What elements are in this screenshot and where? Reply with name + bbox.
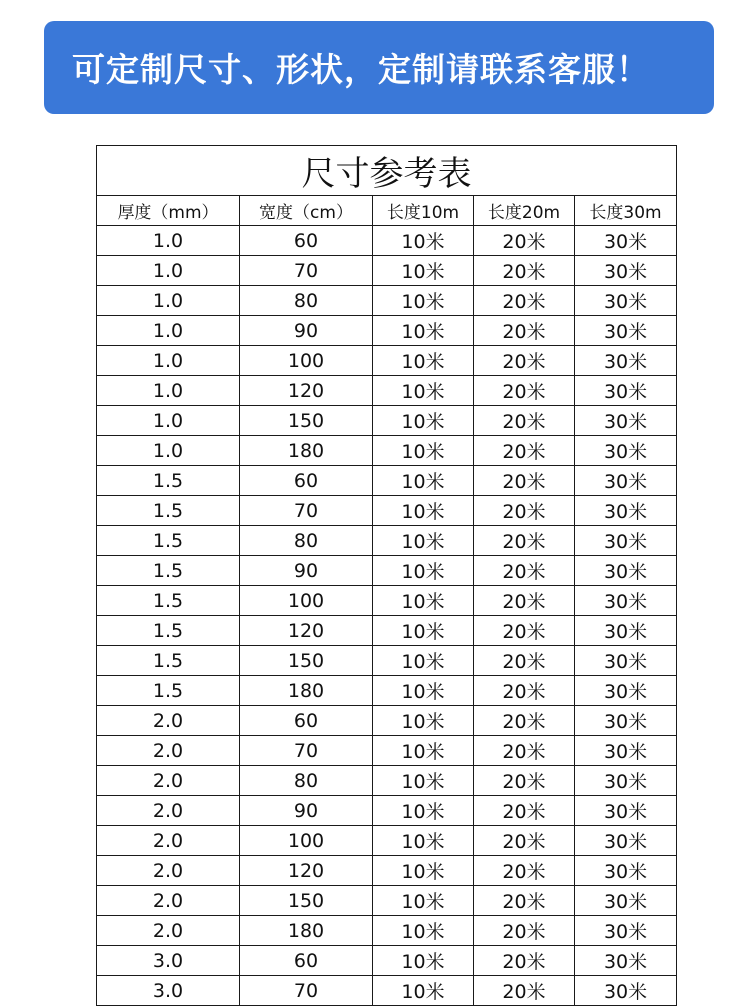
cell-thickness: 3.0 [97, 946, 240, 976]
cell-width: 120 [240, 856, 373, 886]
cell-width: 180 [240, 436, 373, 466]
cell-length-20m: 20米 [474, 586, 575, 616]
cell-length-20m: 20米 [474, 886, 575, 916]
cell-thickness: 1.5 [97, 616, 240, 646]
cell-length-10m: 10米 [373, 436, 474, 466]
cell-length-20m: 20米 [474, 976, 575, 1006]
cell-thickness: 2.0 [97, 826, 240, 856]
header-length-20m: 长度20m [474, 196, 575, 226]
cell-length-30m: 30米 [575, 676, 677, 706]
cell-width: 60 [240, 946, 373, 976]
cell-length-30m: 30米 [575, 286, 677, 316]
table-row [97, 406, 677, 436]
cell-width: 180 [240, 676, 373, 706]
cell-thickness: 2.0 [97, 736, 240, 766]
cell-thickness: 1.0 [97, 256, 240, 286]
cell-thickness: 1.0 [97, 346, 240, 376]
cell-width: 90 [240, 796, 373, 826]
cell-width: 120 [240, 376, 373, 406]
cell-thickness: 1.0 [97, 226, 240, 256]
cell-length-30m: 30米 [575, 826, 677, 856]
header-length-30m: 长度30m [575, 196, 677, 226]
cell-thickness: 3.0 [97, 976, 240, 1006]
cell-length-10m: 10米 [373, 856, 474, 886]
cell-length-20m: 20米 [474, 856, 575, 886]
cell-length-30m: 30米 [575, 466, 677, 496]
cell-length-30m: 30米 [575, 706, 677, 736]
cell-length-20m: 20米 [474, 376, 575, 406]
cell-length-20m: 20米 [474, 676, 575, 706]
cell-width: 60 [240, 466, 373, 496]
cell-length-30m: 30米 [575, 406, 677, 436]
cell-thickness: 1.0 [97, 376, 240, 406]
cell-length-20m: 20米 [474, 946, 575, 976]
cell-length-10m: 10米 [373, 976, 474, 1006]
table-title: 尺寸参考表 [97, 146, 677, 196]
cell-length-10m: 10米 [373, 376, 474, 406]
cell-length-20m: 20米 [474, 736, 575, 766]
cell-length-30m: 30米 [575, 346, 677, 376]
cell-length-30m: 30米 [575, 766, 677, 796]
cell-thickness: 1.5 [97, 676, 240, 706]
cell-length-20m: 20米 [474, 526, 575, 556]
cell-length-20m: 20米 [474, 226, 575, 256]
cell-length-10m: 10米 [373, 736, 474, 766]
cell-length-10m: 10米 [373, 706, 474, 736]
cell-length-30m: 30米 [575, 496, 677, 526]
table-row [97, 856, 677, 886]
cell-width: 70 [240, 736, 373, 766]
cell-length-10m: 10米 [373, 886, 474, 916]
cell-length-30m: 30米 [575, 256, 677, 286]
cell-length-20m: 20米 [474, 256, 575, 286]
table-row [97, 316, 677, 346]
cell-length-20m: 20米 [474, 826, 575, 856]
table-row [97, 946, 677, 976]
cell-length-10m: 10米 [373, 796, 474, 826]
table-row [97, 886, 677, 916]
cell-length-30m: 30米 [575, 616, 677, 646]
cell-length-10m: 10米 [373, 526, 474, 556]
cell-length-30m: 30米 [575, 736, 677, 766]
table-row [97, 346, 677, 376]
cell-length-20m: 20米 [474, 556, 575, 586]
cell-length-10m: 10米 [373, 946, 474, 976]
cell-length-30m: 30米 [575, 436, 677, 466]
table-row [97, 286, 677, 316]
cell-width: 150 [240, 406, 373, 436]
header-thickness: 厚度（mm） [97, 196, 240, 226]
table-row [97, 556, 677, 586]
cell-thickness: 2.0 [97, 856, 240, 886]
cell-length-10m: 10米 [373, 826, 474, 856]
cell-thickness: 2.0 [97, 706, 240, 736]
table-row [97, 376, 677, 406]
table-row [97, 916, 677, 946]
cell-length-20m: 20米 [474, 766, 575, 796]
table-row [97, 646, 677, 676]
cell-width: 90 [240, 316, 373, 346]
cell-length-20m: 20米 [474, 436, 575, 466]
table-row [97, 526, 677, 556]
cell-width: 80 [240, 286, 373, 316]
header-length-10m: 长度10m [373, 196, 474, 226]
cell-width: 100 [240, 346, 373, 376]
cell-width: 180 [240, 916, 373, 946]
cell-length-10m: 10米 [373, 316, 474, 346]
cell-length-30m: 30米 [575, 316, 677, 346]
cell-thickness: 1.5 [97, 526, 240, 556]
cell-length-10m: 10米 [373, 916, 474, 946]
table-row [97, 466, 677, 496]
cell-thickness: 2.0 [97, 796, 240, 826]
cell-length-30m: 30米 [575, 376, 677, 406]
cell-length-30m: 30米 [575, 886, 677, 916]
cell-length-30m: 30米 [575, 226, 677, 256]
cell-length-20m: 20米 [474, 406, 575, 436]
cell-length-20m: 20米 [474, 346, 575, 376]
cell-width: 70 [240, 256, 373, 286]
cell-length-30m: 30米 [575, 976, 677, 1006]
cell-length-20m: 20米 [474, 286, 575, 316]
table-body [97, 226, 677, 1006]
table-row [97, 826, 677, 856]
cell-width: 120 [240, 616, 373, 646]
customization-banner [44, 21, 714, 114]
cell-thickness: 1.5 [97, 586, 240, 616]
cell-length-10m: 10米 [373, 646, 474, 676]
cell-width: 70 [240, 496, 373, 526]
cell-length-10m: 10米 [373, 586, 474, 616]
banner-text: 可定制尺寸、形状，定制请联系客服！ [72, 50, 650, 89]
cell-thickness: 1.0 [97, 316, 240, 346]
size-reference-table [96, 145, 677, 1006]
table-row [97, 796, 677, 826]
cell-length-20m: 20米 [474, 496, 575, 526]
table-header-row [97, 196, 677, 226]
cell-width: 60 [240, 226, 373, 256]
cell-length-10m: 10米 [373, 496, 474, 526]
table-row [97, 436, 677, 466]
cell-length-30m: 30米 [575, 856, 677, 886]
cell-length-20m: 20米 [474, 796, 575, 826]
cell-length-10m: 10米 [373, 556, 474, 586]
cell-thickness: 1.0 [97, 286, 240, 316]
cell-width: 60 [240, 706, 373, 736]
cell-length-30m: 30米 [575, 946, 677, 976]
cell-length-10m: 10米 [373, 286, 474, 316]
cell-width: 100 [240, 826, 373, 856]
cell-length-10m: 10米 [373, 346, 474, 376]
cell-length-20m: 20米 [474, 646, 575, 676]
cell-width: 100 [240, 586, 373, 616]
cell-thickness: 1.5 [97, 496, 240, 526]
cell-length-10m: 10米 [373, 226, 474, 256]
cell-length-10m: 10米 [373, 256, 474, 286]
cell-length-20m: 20米 [474, 916, 575, 946]
cell-length-10m: 10米 [373, 766, 474, 796]
table-row [97, 676, 677, 706]
cell-length-30m: 30米 [575, 556, 677, 586]
cell-length-30m: 30米 [575, 646, 677, 676]
table-row [97, 616, 677, 646]
table-row [97, 976, 677, 1006]
cell-thickness: 2.0 [97, 766, 240, 796]
table-row [97, 766, 677, 796]
cell-length-20m: 20米 [474, 706, 575, 736]
cell-length-30m: 30米 [575, 796, 677, 826]
cell-length-10m: 10米 [373, 406, 474, 436]
cell-length-10m: 10米 [373, 466, 474, 496]
cell-thickness: 1.5 [97, 646, 240, 676]
cell-width: 80 [240, 766, 373, 796]
cell-length-20m: 20米 [474, 616, 575, 646]
cell-length-30m: 30米 [575, 526, 677, 556]
cell-width: 90 [240, 556, 373, 586]
cell-length-30m: 30米 [575, 586, 677, 616]
cell-length-20m: 20米 [474, 466, 575, 496]
table-row [97, 226, 677, 256]
cell-thickness: 1.5 [97, 466, 240, 496]
cell-width: 150 [240, 886, 373, 916]
table-row [97, 736, 677, 766]
header-width: 宽度（cm） [240, 196, 373, 226]
cell-width: 80 [240, 526, 373, 556]
table-row [97, 706, 677, 736]
cell-thickness: 1.0 [97, 436, 240, 466]
table-row [97, 496, 677, 526]
cell-length-10m: 10米 [373, 676, 474, 706]
table-row [97, 256, 677, 286]
cell-width: 70 [240, 976, 373, 1006]
cell-thickness: 1.0 [97, 406, 240, 436]
cell-thickness: 2.0 [97, 886, 240, 916]
cell-length-10m: 10米 [373, 616, 474, 646]
table-row [97, 586, 677, 616]
cell-thickness: 1.5 [97, 556, 240, 586]
cell-thickness: 2.0 [97, 916, 240, 946]
cell-length-20m: 20米 [474, 316, 575, 346]
cell-length-30m: 30米 [575, 916, 677, 946]
cell-width: 150 [240, 646, 373, 676]
